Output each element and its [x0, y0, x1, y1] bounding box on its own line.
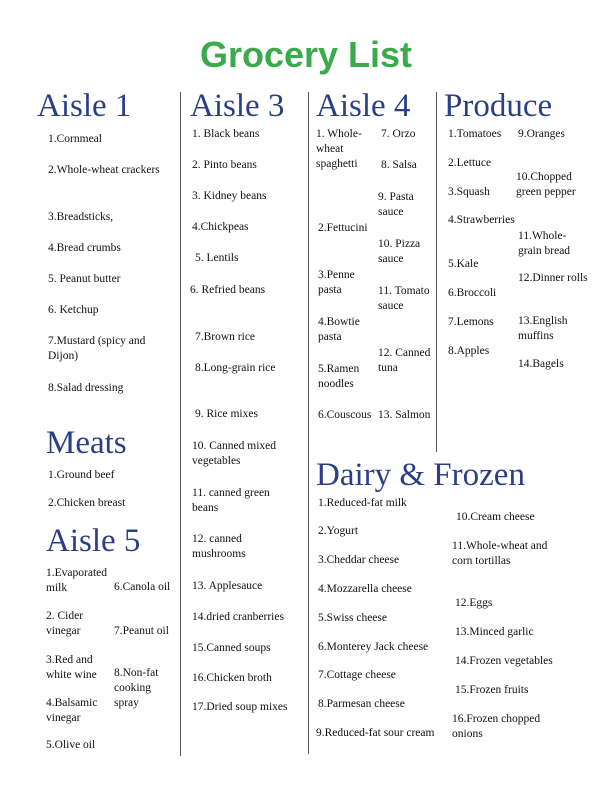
list-item: 2.Whole-wheat crackers — [48, 164, 160, 176]
list-item: 1.Tomatoes — [448, 128, 502, 140]
list-item: 12. Canned tuna — [378, 347, 431, 374]
list-item: 6.Couscous — [318, 409, 372, 421]
list-item: 13. Salmon — [378, 409, 431, 421]
list-item: 2.Yogurt — [318, 525, 359, 537]
list-item: 7.Mustard (spicy and Dijon) — [48, 335, 146, 362]
list-item: 4.Bread crumbs — [48, 242, 121, 254]
list-item: 9. Pasta sauce — [378, 191, 414, 218]
list-item: 7. Orzo — [381, 128, 416, 140]
list-item: 4.Chickpeas — [192, 221, 249, 233]
list-item: 12.Dinner rolls — [518, 272, 588, 284]
list-item: 9. Rice mixes — [195, 408, 258, 420]
list-item: 2. Pinto beans — [192, 159, 257, 171]
list-item: 10. Canned mixed vegetables — [192, 440, 276, 467]
aisle5-heading: Aisle 5 — [46, 523, 141, 559]
list-item: 8. Salsa — [381, 159, 417, 171]
divider-1 — [180, 92, 181, 756]
list-item: 17.Dried soup mixes — [192, 701, 288, 713]
list-item: 3.Cheddar cheese — [318, 554, 400, 566]
list-item: 5. Lentils — [195, 252, 239, 264]
aisle4-heading: Aisle 4 — [316, 88, 411, 124]
list-item: 3.Penne pasta — [318, 269, 355, 296]
list-item: 6.Broccoli — [448, 287, 497, 299]
divider-2 — [308, 92, 309, 754]
list-item: 10.Cream cheese — [456, 511, 535, 523]
list-item: 3.Breadsticks, — [48, 211, 114, 223]
list-item: 1.Evaporated milk — [46, 567, 107, 594]
list-item: 10.Chopped green pepper — [516, 171, 576, 198]
list-item: 16.Chicken broth — [192, 672, 272, 684]
list-item: 7.Peanut oil — [114, 625, 169, 637]
aisle1-heading: Aisle 1 — [37, 88, 132, 124]
list-item: 14.Frozen vegetables — [455, 655, 553, 667]
meats-heading: Meats — [46, 425, 127, 461]
list-item: 15.Canned soups — [192, 642, 271, 654]
list-item: 1. Whole-wheat spaghetti — [316, 128, 362, 170]
list-item: 6.Monterey Jack cheese — [318, 641, 429, 653]
list-item: 1.Cornmeal — [48, 133, 102, 145]
list-item: 4.Mozzarella cheese — [318, 583, 412, 595]
list-item: 11.Whole-wheat and corn tortillas — [452, 540, 548, 567]
list-item: 8.Parmesan cheese — [318, 698, 405, 710]
list-item: 14.Bagels — [518, 358, 564, 370]
list-item: 13.English muffins — [518, 315, 568, 342]
list-item: 1.Reduced-fat milk — [318, 497, 407, 509]
list-item: 7.Cottage cheese — [318, 669, 396, 681]
list-item: 11. canned green beans — [192, 487, 270, 514]
list-item: 4.Bowtie pasta — [318, 316, 360, 343]
aisle3-heading: Aisle 3 — [190, 88, 285, 124]
list-item: 5.Kale — [448, 258, 479, 270]
list-item: 9.Reduced-fat sour cream — [316, 727, 435, 739]
divider-3 — [436, 92, 437, 452]
dairy-frozen-heading: Dairy & Frozen — [316, 457, 525, 493]
list-item: 13.Minced garlic — [455, 626, 534, 638]
list-item: 11. Tomato sauce — [378, 285, 430, 312]
list-item: 8.Long-grain rice — [195, 362, 276, 374]
list-item: 13. Applesauce — [192, 580, 263, 592]
list-item: 5.Swiss cheese — [318, 612, 387, 624]
list-item: 5.Ramen noodles — [318, 363, 360, 390]
list-item: 4.Strawberries — [448, 214, 515, 226]
list-item: 4.Balsamic vinegar — [46, 697, 98, 724]
list-item: 11.Whole-grain bread — [518, 230, 571, 257]
list-item: 15.Frozen fruits — [455, 684, 529, 696]
list-item: 12. canned mushrooms — [192, 533, 246, 560]
list-item: 2. Cider vinegar — [46, 610, 84, 637]
list-item: 8.Salad dressing — [48, 382, 124, 394]
list-item: 2.Chicken breast — [48, 497, 126, 509]
list-item: 2.Fettucini — [318, 222, 368, 234]
list-item: 6. Refried beans — [190, 284, 266, 296]
list-item: 5. Peanut butter — [48, 273, 121, 285]
list-item: 6.Canola oil — [114, 581, 171, 593]
produce-heading: Produce — [444, 88, 553, 124]
list-item: 10. Pizza sauce — [378, 238, 421, 265]
list-item: 2.Lettuce — [448, 157, 492, 169]
list-item: 8.Apples — [448, 345, 490, 357]
list-item: 1.Ground beef — [48, 469, 115, 481]
list-item: 7.Lemons — [448, 316, 494, 328]
list-item: 16.Frozen chopped onions — [452, 713, 541, 740]
list-item: 3.Red and white wine — [46, 654, 97, 681]
list-item: 14.dried cranberries — [192, 611, 284, 623]
list-item: 7.Brown rice — [195, 331, 256, 343]
list-item: 12.Eggs — [455, 597, 493, 609]
list-item: 9.Oranges — [518, 128, 565, 140]
list-item: 5.Olive oil — [46, 739, 96, 751]
list-item: 3.Squash — [448, 186, 490, 198]
list-item: 1. Black beans — [192, 128, 260, 140]
list-item: 3. Kidney beans — [192, 190, 267, 202]
list-item: 8.Non-fat cooking spray — [114, 667, 159, 709]
page-title: Grocery List — [199, 34, 413, 75]
list-item: 6. Ketchup — [48, 304, 99, 316]
